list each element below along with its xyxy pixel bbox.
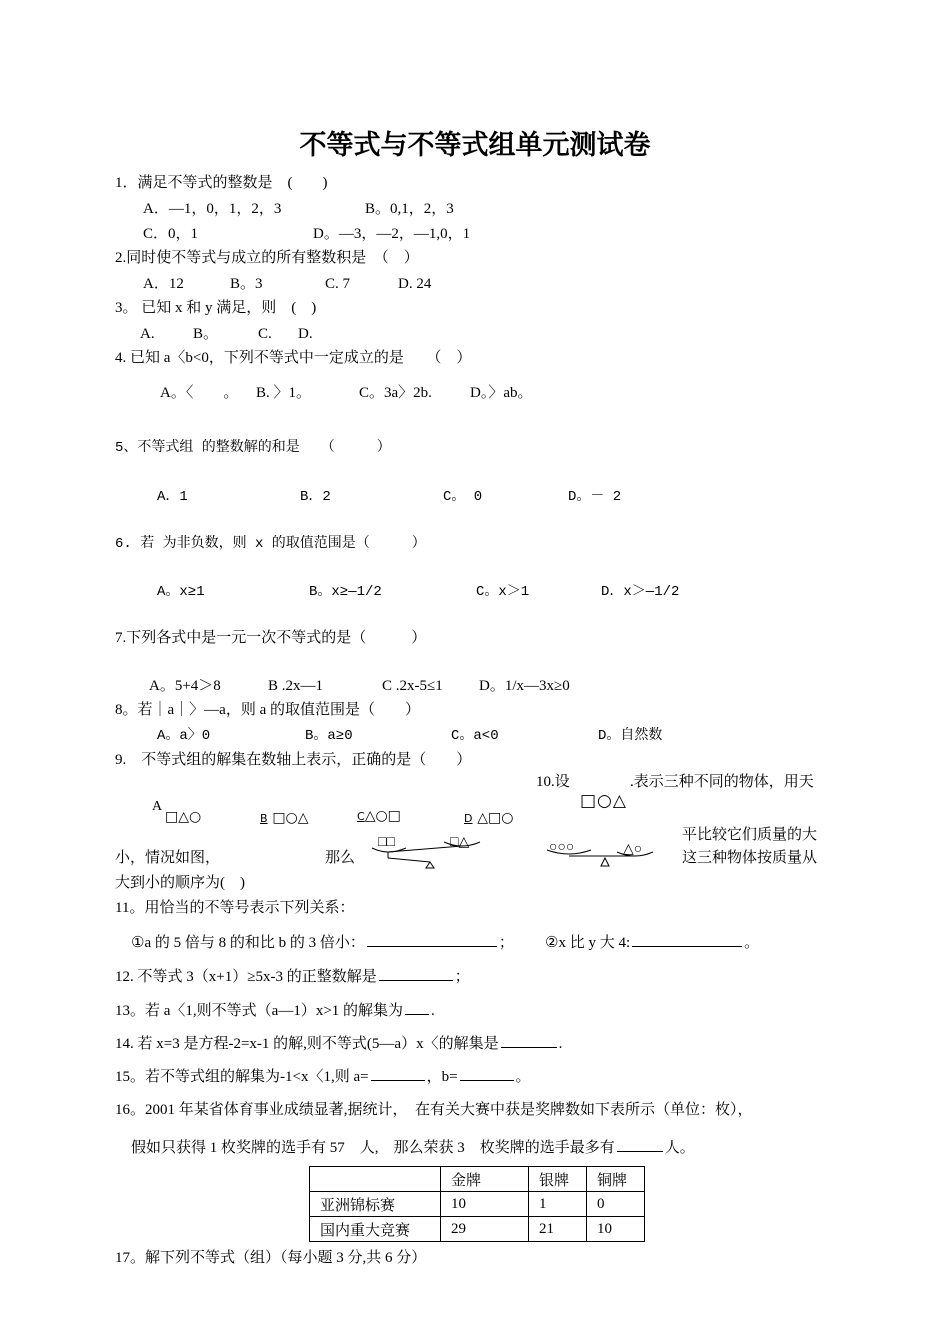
q12-blank[interactable] [379,966,453,981]
balance-scale-2 [545,828,670,874]
q2-option-c: C. 7 [325,276,351,292]
q7-option-a: A。5+4＞8 [149,678,221,694]
q9-option-d [464,807,513,829]
table-cell: 国内重大竞赛 [310,1217,441,1242]
scale1-arm [388,858,430,862]
q13-text: 13。若 a〈1,则不等式（a—1）x>1 的解集为 [115,1003,404,1019]
q9-option-c-shapes: △○□ [364,808,401,824]
q9-option-c [357,805,401,827]
q10-start: 10.设 [536,774,570,790]
q3-option-a: A. [140,326,155,342]
q10-mid: .表示三种不同的物体，用天 [630,774,814,790]
q14 [115,1033,562,1054]
q16-blank[interactable] [617,1137,663,1152]
table-cell: 亚洲锦标赛 [310,1192,441,1217]
q5-option-d: D。－ 2 [568,489,622,505]
q5-option-a: A．1 [157,489,188,505]
q4-option-b: B. 〉1。 [256,385,312,401]
q6-option-c: C。x＞1 [476,584,530,600]
scale1-left-items: □□ [378,835,395,850]
q8-option-b: B。a≥0 [305,728,353,744]
q7-stem: 7.下列各式中是一元一次不等式的是（ ） [115,630,427,646]
q13-end: . [431,1003,435,1019]
table-row [310,1192,645,1217]
q4-option-c: C。3a〉2b. [359,385,432,401]
q9-option-a-letter: A [152,799,163,814]
q2-option-b: B。3 [230,276,263,292]
q7-option-b: B .2x—1 [268,678,324,694]
q2-stem: 2.同时使不等式与成立的所有整数积是 （ ） [115,250,419,266]
scale1-fulcrum [426,862,434,868]
q15-end: 。 [515,1069,531,1085]
q2-option-d: D. 24 [398,276,432,292]
q10-right-line1: 平比较它们质量的大 [682,827,818,843]
q17-stem: 17。解下列不等式（组）（每小题 3 分,共 6 分） [115,1250,427,1266]
q6-stem: 6. 若 为非负数，则 x 的取值范围是（ ） [115,536,426,552]
q9-option-c-letter: C [357,810,365,823]
q7-option-d: D。1/x—3x≥0 [479,678,570,694]
scale2-right-items: △○ [623,842,643,857]
q14-end: . [558,1036,563,1052]
q3-option-b: B。 [193,326,219,342]
table-cell: 21 [529,1217,587,1242]
table-cell: 10 [441,1192,529,1217]
q16-line2-end: 人。 [664,1140,695,1156]
q9-option-d-letter: D [464,812,473,825]
q3-stem: 3。 已知 x 和 y 满足，则 ( ) [115,300,317,316]
medal-table [309,1166,645,1242]
scale2-left-items: ○○○ [549,840,575,855]
q5-stem: 5、不等式组 的整数解的和是 （ ） [115,440,391,456]
table-cell: 0 [587,1192,645,1217]
q11-part2-group [545,932,759,953]
table-header-cell [310,1167,441,1192]
q15-text: 15。若不等式组的解集为-1<x〈1,则 a= [115,1069,369,1085]
q8-stem: 8。若｜a｜〉—a，则 a 的取值范围是（ ） [115,702,420,718]
q3-option-d: D. [298,326,313,342]
table-cell: 10 [587,1217,645,1242]
table-cell: 29 [441,1217,529,1242]
table-header-cell: 铜牌 [587,1167,645,1192]
q11-blank-1[interactable] [367,932,497,947]
q11-parts [131,932,514,953]
q16-line1: 16。2001 年某省体育事业成绩显著,据统计， 在有关大赛中获是奖牌数如下表所示（单位：枚）， [115,1102,753,1118]
q11-part2: ②x 比 y 大 4: [545,935,631,951]
q11-separator: ； [498,935,514,951]
q12-end: ； [454,969,470,985]
balance-scale-1 [370,828,490,874]
q15-blank-a[interactable] [371,1066,425,1081]
q9-stem: 9. 不等式组的解集在数轴上表示，正确的是（ ） [115,752,472,768]
q9-option-a-shapes: □△○ [165,809,202,825]
q1-option-a: A．—1，0，1，2，3 [143,201,282,217]
q6-option-a: A。x≥1 [157,584,205,600]
table-row [310,1217,645,1242]
table-header-cell: 银牌 [529,1167,587,1192]
table-header-cell: 金牌 [441,1167,529,1192]
q6-option-d: D．x＞—1/2 [601,584,680,600]
q5-option-c: C。 0 [443,489,483,505]
q15-blank-b[interactable] [460,1066,514,1081]
q11-part1: ①a 的 5 倍与 8 的和比 b 的 3 倍小： [131,935,365,951]
q9-option-b [260,807,309,829]
q8-option-d: D。自然数 [598,728,663,744]
q10-right-line2: 这三种物体按质量从 [682,850,818,866]
q1-option-c: C．0，1 [143,226,199,242]
q5-option-b: B．2 [300,489,331,505]
q7-option-c: C .2x-5≤1 [382,678,443,694]
q16-line2-group [131,1137,695,1158]
q13 [115,1000,435,1021]
q14-blank[interactable] [501,1033,557,1048]
q1-option-b: B。0,1，2，3 [365,201,454,217]
q10-left-line2: 小，情况如图， [115,850,221,866]
q4-option-d: D。〉ab。 [470,385,533,401]
q1-stem: 1．满足不等式的整数是 ( ) [115,175,328,191]
table-header-row [310,1167,645,1192]
table-cell: 1 [529,1192,587,1217]
q9-option-b-letter: B [260,812,268,825]
q12-text: 12. 不等式 3（x+1）≥5x-3 的正整数解是 [115,969,377,985]
q9-option-b-shapes: □○△ [272,810,309,826]
q16-line2: 假如只获得 1 枚奖牌的选手有 57 人, 那么荣获 3 枚奖牌的选手最多有 [131,1140,615,1156]
q15-mid: ，b= [426,1069,458,1085]
q4-stem: 4. 已知 a〈b<0，下列不等式中一定成立的是 （ ） [115,350,472,366]
q8-option-a: A。a〉0 [157,728,211,744]
q12 [115,966,470,987]
q15 [115,1066,531,1087]
q2-option-a: A．12 [143,276,184,292]
q8-option-c: C。a<0 [451,728,499,744]
q10-shapes: □○△ [580,791,627,811]
page-title: 不等式与不等式组单元测试卷 [299,130,651,161]
scale1-right-items: □△ [450,835,470,850]
q6-option-b: B。x≥—1/2 [309,584,382,600]
q9-option-d-shapes: △□○ [477,810,514,826]
q4-option-a: A。〈 。 [160,385,239,401]
q11-end: 。 [744,935,760,951]
q11-blank-2[interactable] [632,932,742,947]
q11-stem: 11。用恰当的不等号表示下列关系： [115,900,355,916]
q1-option-d: D。—3，—2，—1,0，1 [313,226,471,242]
q10-end: 大到小的顺序为( ) [115,875,245,891]
q14-text: 14. 若 x=3 是方程-2=x-1 的解,则不等式(5—a）x〈的解集是 [115,1036,499,1052]
scale2-fulcrum [601,858,609,866]
q13-blank[interactable] [405,1000,429,1015]
q10-na: 那么 [325,850,356,866]
q3-option-c: C. [258,326,272,342]
